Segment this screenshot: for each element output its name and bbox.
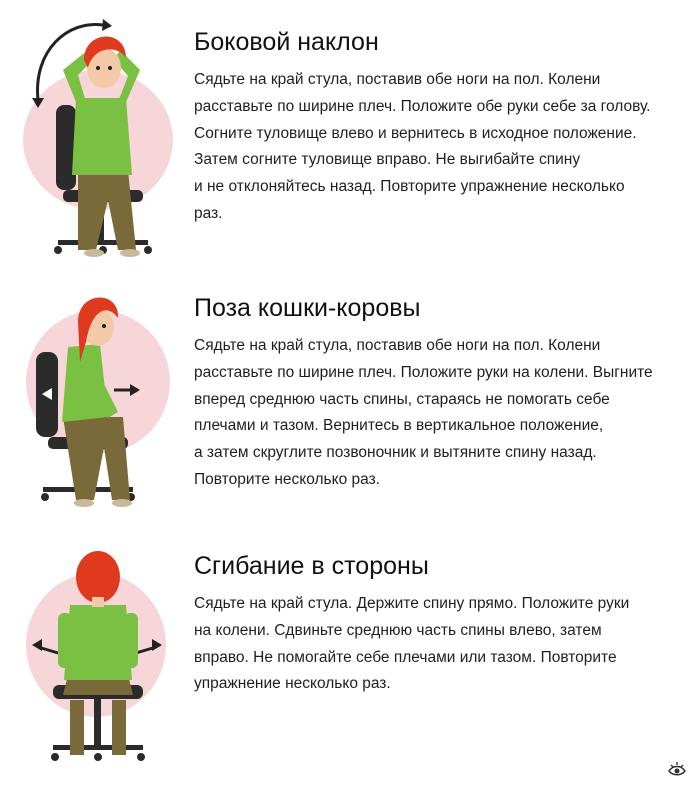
exercise-side-flex bbox=[0, 525, 695, 775]
description-line: Сядьте на край стула, поставив обе ноги на пол. Колени bbox=[194, 337, 601, 354]
exercise-cat-cow bbox=[0, 262, 695, 512]
exercise-title: Поза кошки-коровы bbox=[194, 294, 421, 322]
description-line: Согните туловище влево и вернитесь в исходное положение. bbox=[194, 124, 637, 142]
exercise-title: Сгибание в стороны bbox=[194, 552, 429, 580]
side-bend-figure bbox=[8, 10, 178, 260]
description-line: Повторите несколько раз. bbox=[194, 470, 380, 488]
description-line: Сядьте на край стула. Держите спину прямо. Положите руки bbox=[194, 595, 630, 612]
exercise-description bbox=[194, 591, 689, 698]
eye-logo-icon bbox=[667, 759, 687, 779]
description-line: и не отклоняйтесь назад. Повторите упражнение несколько bbox=[194, 178, 625, 196]
side-flex-figure bbox=[8, 535, 178, 785]
exercise-title: Боковой наклон bbox=[194, 28, 379, 56]
side-flex-illustration bbox=[8, 535, 178, 785]
side-flex-text bbox=[194, 551, 689, 698]
description-line: Затем согните туловище вправо. Не выгибайте спину bbox=[194, 151, 581, 169]
exercise-description bbox=[194, 67, 689, 228]
exercise-side-bend bbox=[0, 0, 695, 260]
description-line: на колени. Сдвиньте среднюю часть спины влево, затем bbox=[194, 621, 602, 639]
description-line: расставьте по ширине плеч. Положите руки на колени. Выгните bbox=[194, 363, 653, 381]
description-line: Сядьте на край стула, поставив обе ноги на пол. Колени bbox=[194, 71, 601, 88]
description-line: вправо. Не помогайте себе плечами или тазом. Повторите bbox=[194, 648, 617, 666]
side-bend-text bbox=[194, 27, 689, 228]
description-line: упражнение несколько раз. bbox=[194, 675, 391, 693]
side-bend-illustration bbox=[8, 10, 178, 260]
description-line: расставьте по ширине плеч. Положите обе руки себе за голову. bbox=[194, 97, 651, 115]
cat-cow-text bbox=[194, 293, 689, 494]
cat-cow-illustration bbox=[8, 272, 178, 522]
description-line: а затем скруглите позвоночник и вытяните спину назад. bbox=[194, 444, 597, 462]
exercise-description bbox=[194, 333, 689, 494]
cat-cow-figure bbox=[8, 272, 178, 522]
description-line: плечами и тазом. Вернитесь в вертикальное положение, bbox=[194, 417, 604, 435]
description-line: вперед среднюю часть спины, стараясь не помогать себе bbox=[194, 390, 610, 408]
description-line: раз. bbox=[194, 204, 223, 222]
